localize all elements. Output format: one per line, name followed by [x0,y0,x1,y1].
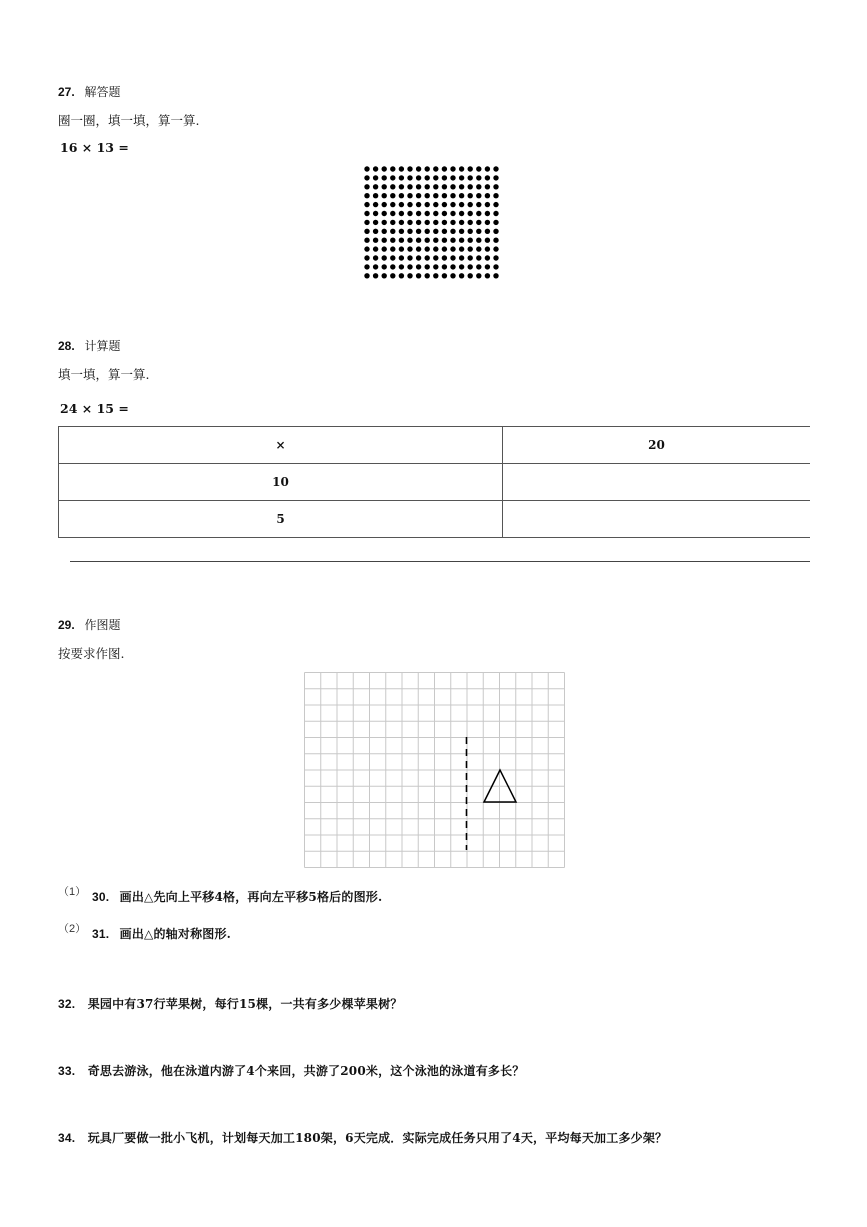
dot [382,184,387,189]
dot [459,246,464,251]
dot [450,175,455,180]
table-row [59,464,811,501]
dot [399,255,404,260]
dot [450,166,455,171]
dot [459,220,464,225]
dot [364,264,369,269]
table-row-label: 5 [59,501,503,538]
q28-expression: 24 × 15 = [60,401,129,416]
dot [476,211,481,216]
dot [493,264,498,269]
dot [442,202,447,207]
dot [364,229,369,234]
dot [485,193,490,198]
table-answer-cell[interactable] [503,501,811,538]
drawing-grid [304,672,566,868]
dot [382,202,387,207]
dot [364,211,369,216]
dot [382,175,387,180]
dot [468,238,473,243]
dot [433,264,438,269]
dot [442,246,447,251]
table-row [59,501,811,538]
q27-instruction: 圈一圈，填一填，算一算. [58,113,200,128]
dot [416,175,421,180]
dot [373,175,378,180]
dot [416,273,421,278]
dot [425,246,430,251]
dot [442,193,447,198]
dot [459,238,464,243]
dot [416,202,421,207]
dot [364,175,369,180]
dot [493,211,498,216]
dot [407,202,412,207]
q34-text: 玩具厂要做一批小飞机，计划每天加工180架，6天完成．实际完成任务只用了4天，平均每天加工多少架？ [87,1131,668,1145]
dot [493,166,498,171]
dot [493,193,498,198]
dot [476,202,481,207]
answer-line [70,561,810,562]
dot [433,238,438,243]
dot [476,273,481,278]
dot [433,246,438,251]
dot [468,193,473,198]
dot [485,246,490,251]
dot [493,184,498,189]
dot [399,166,404,171]
dot [450,193,455,198]
dot [425,273,430,278]
q28-header [58,337,121,354]
dot [433,220,438,225]
dot [416,255,421,260]
dot [476,246,481,251]
dot [390,264,395,269]
dot [433,255,438,260]
table-header-cell: 20 [503,427,811,464]
dot [459,273,464,278]
dot [493,229,498,234]
dot [407,193,412,198]
dot [399,238,404,243]
dot [442,220,447,225]
q34-number: 34. [58,1131,76,1145]
dot [416,211,421,216]
dot [485,255,490,260]
dot [433,211,438,216]
dot [399,246,404,251]
dot [450,202,455,207]
dot [407,211,412,216]
dot [416,166,421,171]
dot [425,184,430,189]
dot [364,166,369,171]
dot [468,202,473,207]
dot [433,229,438,234]
dot [373,193,378,198]
q33-text: 奇思去游泳，他在泳道内游了4个来回，共游了200米，这个泳池的泳道有多长？ [87,1064,525,1078]
dot [433,193,438,198]
dot [364,246,369,251]
dot [416,264,421,269]
dot [390,202,395,207]
dot [399,229,404,234]
dot [364,220,369,225]
dot [373,184,378,189]
dot [416,246,421,251]
dot [390,211,395,216]
table-row-label: 10 [59,464,503,501]
dot [382,255,387,260]
dot [442,166,447,171]
dot [459,202,464,207]
subquestion-1 [58,888,382,905]
dot [399,273,404,278]
dot [468,220,473,225]
q27-expression: 16 × 13 = [60,140,129,155]
dot [416,229,421,234]
q28-number: 28. [58,339,75,353]
q28-type: 计算题 [84,339,121,353]
dot [373,211,378,216]
dot [476,166,481,171]
dot [382,246,387,251]
dot [390,238,395,243]
dot [493,202,498,207]
dot [493,255,498,260]
dot [485,229,490,234]
dot [425,229,430,234]
dot [382,273,387,278]
dot [407,264,412,269]
dot [407,166,412,171]
dot [364,184,369,189]
dot [425,264,430,269]
dot [459,255,464,260]
q27-type: 解答题 [84,85,121,99]
dot [485,273,490,278]
dot [468,184,473,189]
dot [407,246,412,251]
dot [364,202,369,207]
dot [468,175,473,180]
dot [373,202,378,207]
dot [382,193,387,198]
dot [442,238,447,243]
dot [433,175,438,180]
dot [468,246,473,251]
dot [450,246,455,251]
dot [485,220,490,225]
dot [433,184,438,189]
dot [425,211,430,216]
q32-number: 32. [58,997,76,1011]
dot [442,255,447,260]
dot [476,175,481,180]
dot [476,229,481,234]
q32 [58,995,403,1012]
dot [425,166,430,171]
dot [407,255,412,260]
dot [407,220,412,225]
dot [416,238,421,243]
dot [476,220,481,225]
dot [364,193,369,198]
dot [416,220,421,225]
dot [382,220,387,225]
dot [476,264,481,269]
dot [485,166,490,171]
dot [373,220,378,225]
dot [485,175,490,180]
dot [373,264,378,269]
table-answer-cell[interactable] [503,464,811,501]
dot [442,273,447,278]
dot [416,193,421,198]
dot [433,202,438,207]
subquestion-1-label: （1） [58,886,87,898]
q29-number: 29. [58,618,75,632]
dot [493,238,498,243]
dot [390,255,395,260]
subquestion-2-number: 31. [91,927,110,941]
dot [459,264,464,269]
dot [442,184,447,189]
dot [459,166,464,171]
dot [399,264,404,269]
dot [390,166,395,171]
dot [390,184,395,189]
dot [364,238,369,243]
dot [493,246,498,251]
dot [373,255,378,260]
dot [399,193,404,198]
dot [373,246,378,251]
dot [399,184,404,189]
dot [485,238,490,243]
dot [382,229,387,234]
dot [485,184,490,189]
q28-instruction: 填一填，算一算. [58,367,150,382]
dot [416,184,421,189]
q32-text: 果园中有37行苹果树，每行15棵，一共有多少棵苹果树？ [87,997,403,1011]
dot [425,202,430,207]
dot [459,175,464,180]
dot [450,184,455,189]
dot [407,229,412,234]
q33-number: 33. [58,1064,76,1078]
dot [390,175,395,180]
dot [425,255,430,260]
subquestion-1-text: 画出△先向上平移4格，再向左平移5格后的图形. [119,890,383,904]
dot [485,211,490,216]
dot [364,255,369,260]
dot [485,202,490,207]
dot [425,220,430,225]
dot [433,166,438,171]
dot [425,193,430,198]
dot [450,229,455,234]
dot [450,255,455,260]
dot [450,220,455,225]
dot [442,264,447,269]
dot [476,255,481,260]
dot [390,220,395,225]
dot [468,211,473,216]
dot [493,220,498,225]
subquestion-2-label: （2） [58,923,87,935]
dot [450,264,455,269]
q29-header [58,616,121,633]
q29-instruction: 按要求作图. [58,646,125,661]
dot [373,238,378,243]
dot [373,166,378,171]
dot [450,238,455,243]
dot [373,273,378,278]
dot [450,273,455,278]
dot [450,211,455,216]
dot [442,211,447,216]
dot [459,229,464,234]
dot [390,193,395,198]
q27-header [58,83,121,100]
multiplication-table [58,426,810,538]
dot [459,211,464,216]
q34 [58,1129,667,1146]
dot [407,175,412,180]
dot [442,229,447,234]
dot [407,238,412,243]
dot [390,273,395,278]
dot [390,246,395,251]
dot [382,264,387,269]
dot [442,175,447,180]
dot [382,166,387,171]
dot [390,229,395,234]
dot [399,220,404,225]
dot [459,184,464,189]
dot [485,264,490,269]
dot [468,255,473,260]
dot [399,211,404,216]
dot [476,184,481,189]
dot [373,229,378,234]
dot [468,229,473,234]
dot-grid [360,162,510,290]
subquestion-1-number: 30. [91,890,110,904]
dot [468,166,473,171]
dot [382,211,387,216]
dot [493,175,498,180]
table-row [59,427,811,464]
dot [476,238,481,243]
dot [433,273,438,278]
subquestion-2 [58,925,231,942]
dot [425,238,430,243]
subquestion-2-text: 画出△的轴对称图形. [119,927,232,941]
q27-number: 27. [58,85,75,99]
dot [364,273,369,278]
dot [425,175,430,180]
dot [399,175,404,180]
q29-type: 作图题 [84,618,121,632]
dot [382,238,387,243]
q33 [58,1062,525,1079]
dot [476,193,481,198]
dot [407,273,412,278]
dot [493,273,498,278]
dot [459,193,464,198]
table-header-cell: × [59,427,503,464]
dot [468,264,473,269]
dot [399,202,404,207]
dot [468,273,473,278]
dot [407,184,412,189]
